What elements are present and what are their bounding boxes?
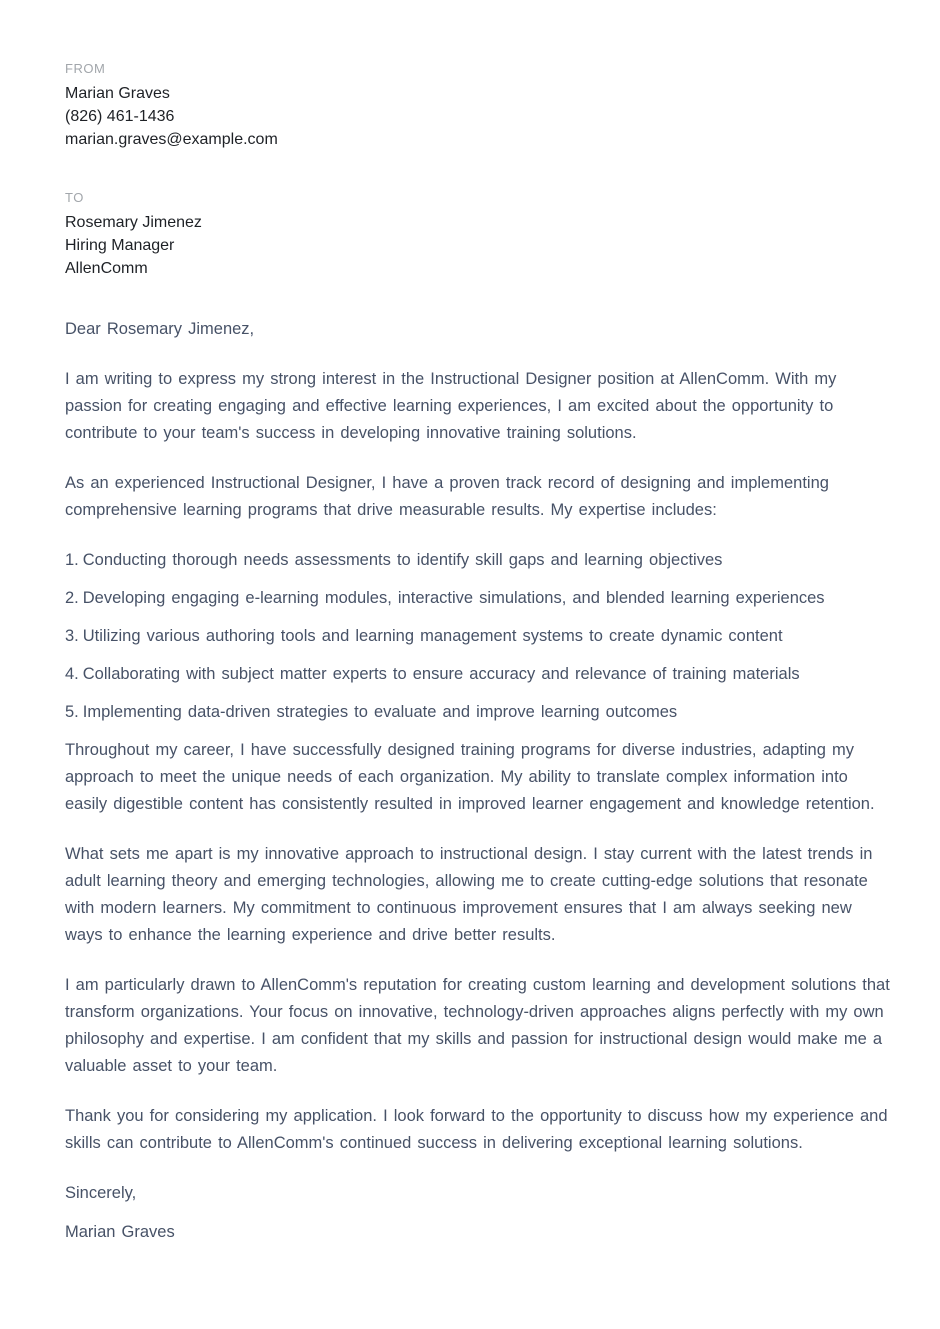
expertise-item xyxy=(65,585,895,612)
letter-content xyxy=(65,60,895,1246)
expertise-item-number: 5. xyxy=(65,703,79,721)
body-paragraph: I am writing to express my strong interest in the Instructional Designer position at AllenComm. With my passion for creating engaging and effective learning experiences, I am excited about the opportunity to contribute to your team's success in developing innovative training solutions. xyxy=(65,370,837,442)
expertise-item-text: Collaborating with subject matter experts to ensure accuracy and relevance of training materials xyxy=(82,665,800,683)
expertise-item xyxy=(65,661,895,688)
signoff: Sincerely, xyxy=(65,1184,137,1202)
expertise-item xyxy=(65,699,895,726)
salutation: Dear Rosemary Jimenez, xyxy=(65,320,255,338)
expertise-item-text: Developing engaging e-learning modules, interactive simulations, and blended learning experiences xyxy=(82,589,825,607)
sender-email: marian.graves@example.com xyxy=(65,131,278,148)
sender-section xyxy=(65,60,895,151)
sender-phone: (826) 461-1436 xyxy=(65,108,175,125)
expertise-item xyxy=(65,623,895,650)
expertise-list xyxy=(65,547,895,726)
from-label: FROM xyxy=(65,61,106,76)
recipient-name: Rosemary Jimenez xyxy=(65,214,202,231)
body-paragraph: What sets me apart is my innovative approach to instructional design. I stay current with the latest trends in adult learning theory and emerging technologies, allowing me to create cutting-edge solutions that resonate with modern learners. My commitment to continuous improvement ensures that I am always seeking new ways to enhance the learning experience and drive better results. xyxy=(65,845,873,944)
to-label: TO xyxy=(65,190,84,205)
expertise-item-text: Implementing data-driven strategies to evaluate and improve learning outcomes xyxy=(82,703,678,721)
expertise-item-number: 2. xyxy=(65,589,79,607)
body-paragraph: As an experienced Instructional Designer, I have a proven track record of designing and implementing comprehensive learning programs that drive measurable results. My expertise includes: xyxy=(65,474,829,519)
sender-name: Marian Graves xyxy=(65,85,170,102)
expertise-item-text: Conducting thorough needs assessments to identify skill gaps and learning objectives xyxy=(82,551,723,569)
signature-name: Marian Graves xyxy=(65,1223,175,1241)
letter-body xyxy=(65,316,895,1246)
body-paragraph: I am particularly drawn to AllenComm's reputation for creating custom learning and development solutions that transform organizations. Your focus on innovative, technology-driven approaches aligns perfectly with my own philosophy and expertise. I am confident that my skills and passion for instructional design would make me a valuable asset to your team. xyxy=(65,976,890,1075)
body-paragraph: Throughout my career, I have successfully designed training programs for diverse industries, adapting my approach to meet the unique needs of each organization. My ability to translate complex information into easily digestible content has consistently resulted in improved learner engagement and knowledge retention. xyxy=(65,741,875,813)
expertise-item xyxy=(65,547,895,574)
body-paragraph: Thank you for considering my application. I look forward to the opportunity to discuss how my experience and skills can contribute to AllenComm's continued success in delivering exceptional learning solutions. xyxy=(65,1107,888,1152)
expertise-item-number: 4. xyxy=(65,665,79,683)
expertise-item-number: 1. xyxy=(65,551,79,569)
expertise-item-text: Utilizing various authoring tools and learning management systems to create dynamic content xyxy=(82,627,783,645)
expertise-item-number: 3. xyxy=(65,627,79,645)
recipient-section xyxy=(65,189,895,280)
recipient-company: AllenComm xyxy=(65,260,148,277)
recipient-title: Hiring Manager xyxy=(65,237,175,254)
